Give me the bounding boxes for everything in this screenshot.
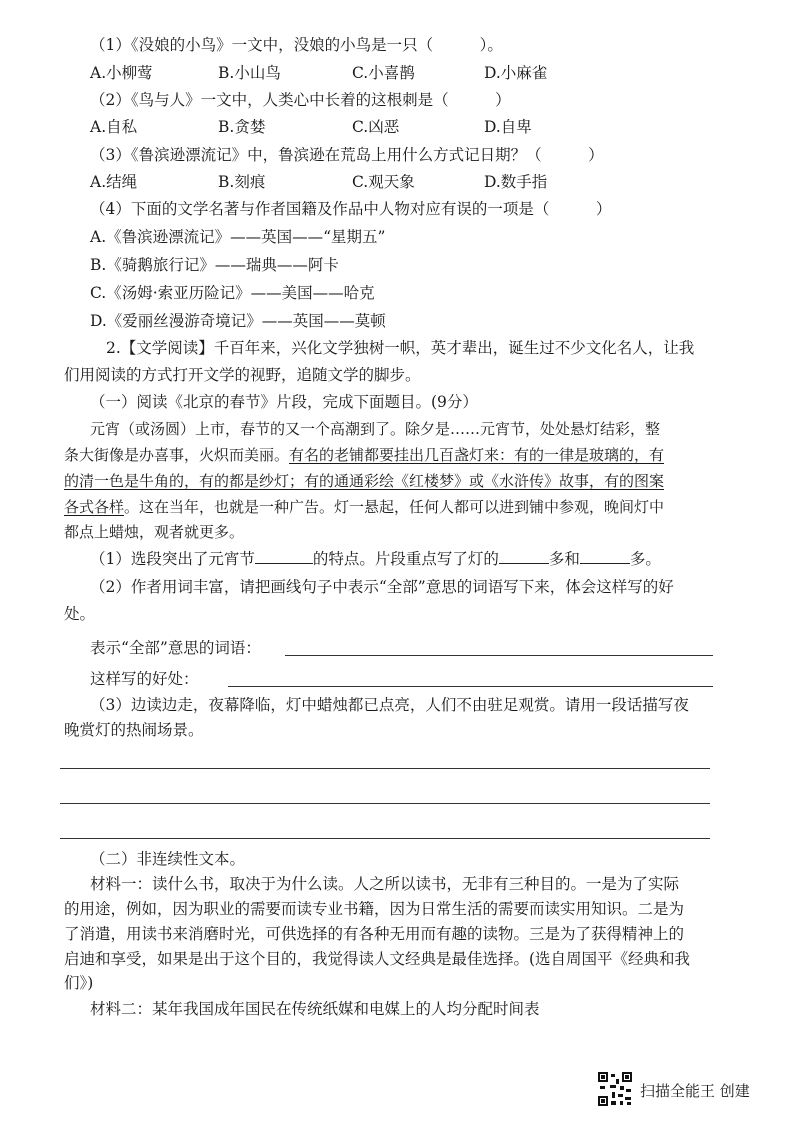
material2: 材料二：某年我国成年国民在传统纸媒和电媒上的人均分配时间表	[90, 1000, 540, 1018]
passage-line2-text: 条大街像是办喜事，火炽而美丽。	[64, 446, 290, 464]
q4-option-c[interactable]: C.《汤姆·索亚历险记》——美国——哈克	[90, 284, 375, 302]
part1-q1	[90, 548, 661, 570]
q3-stem: （3）《鲁滨逊漂流记》中，鲁滨逊在荒岛上用什么方式记日期？（ ）	[90, 146, 604, 164]
passage-underlined-1: 有名的老铺都要挂出几百盏灯来：有的一律是玻璃的，有	[289, 446, 665, 464]
q1-option-b[interactable]: B.小山鸟	[218, 64, 281, 82]
q3-option-d[interactable]: D.数手指	[484, 173, 548, 191]
part1-q3-line1: （3）边读边走，夜幕降临，灯中蜡烛都已点亮，人们不由驻足观赏。请用一段话描写夜	[90, 696, 689, 714]
blank-lamp-2[interactable]	[580, 549, 630, 564]
q1-stem: （1）《没娘的小鸟》一文中，没娘的小鸟是一只（ ）。	[90, 36, 503, 54]
part1-q3-line2: 晚赏灯的热闹场景。	[64, 721, 204, 739]
q4-option-b[interactable]: B.《骑鹅旅行记》——瑞典——阿卡	[90, 256, 339, 274]
q2-option-b[interactable]: B.贪婪	[218, 118, 266, 136]
q2-stem: （2）《鸟与人》一文中，人类心中长着的这根刺是（ ）	[90, 91, 511, 109]
part1-q1-text-b: 的特点。片段重点写了灯的	[312, 550, 499, 568]
passage-underlined-3: 各式各样	[64, 498, 125, 516]
q4-stem: （4）下面的文学名著与作者国籍及作品中人物对应有误的一项是（ ）	[90, 200, 612, 218]
passage-line4	[64, 496, 664, 518]
q1-options	[90, 62, 730, 84]
q3-option-b[interactable]: B.刻痕	[218, 173, 266, 191]
answer-line-2[interactable]	[60, 803, 710, 804]
part2-title: （二）非连续性文本。	[90, 850, 246, 868]
q2-option-c[interactable]: C.凶恶	[352, 118, 400, 136]
q4-option-d[interactable]: D.《爱丽丝漫游奇境记》——英国——莫顿	[90, 312, 386, 330]
section2-intro-line1: 2.【文学阅读】千百年来，兴化文学独树一帜，英才辈出，诞生过不少文化名人，让我	[106, 339, 695, 357]
passage-underlined-2: 的清一色是牛角的，有的都是纱灯；有的通通彩绘《红楼梦》或《水浒传》故事，有的图案	[64, 472, 665, 490]
part1-q2-line1: （2）作者用词丰富，请把画线句子中表示“全部”意思的词语写下来，体会这样写的好	[90, 578, 674, 596]
blank-lamp-1[interactable]	[499, 549, 549, 564]
part1-title: （一）阅读《北京的春节》片段，完成下面题目。(9分）	[90, 393, 478, 411]
q1-option-a[interactable]: A.小柳莺	[90, 64, 153, 82]
material1-line1: 材料一：读什么书，取决于为什么读。人之所以读书，无非有三种目的。一是为了实际	[90, 875, 680, 893]
passage-line1: 元宵（或汤圆）上市，春节的又一个高潮到了。除夕是……元宵节，处处悬灯结彩，整	[90, 420, 661, 438]
answer-line-1[interactable]	[60, 768, 710, 769]
passage-line5: 都点上蜡烛，观者就更多。	[64, 523, 245, 541]
part1-q2-line2: 处。	[64, 605, 96, 623]
answer-line-benefit[interactable]	[228, 686, 713, 687]
q2-options	[90, 116, 730, 138]
q1-option-d[interactable]: D.小麻雀	[484, 64, 548, 82]
section2-intro-line2: 们用阅读的方式打开文学的视野，追随文学的脚步。	[64, 366, 421, 384]
part1-q1-text-a: （1）选段突出了元宵节	[90, 550, 255, 568]
q3-options	[90, 171, 730, 193]
part1-q1-text-c: 多和	[548, 550, 580, 568]
blank-feature[interactable]	[255, 549, 313, 564]
scanner-watermark: 扫描全能王 创建	[640, 1082, 750, 1100]
qr-code-icon	[598, 1072, 632, 1106]
label-benefit: 这样写的好处：	[90, 670, 199, 688]
part1-q1-text-d: 多。	[629, 550, 661, 568]
material1-line5: 们》)	[64, 974, 94, 992]
q4-option-a[interactable]: A.《鲁滨逊漂流记》——英国——“星期五”	[90, 228, 386, 246]
q3-option-a[interactable]: A.结绳	[90, 173, 138, 191]
label-all-words: 表示“全部”意思的词语：	[90, 639, 261, 657]
passage-line4-text: 。这在当年，也就是一种广告。灯一悬起，任何人都可以进到铺中参观，晚间灯中	[124, 498, 665, 516]
answer-line-3[interactable]	[60, 838, 710, 839]
q2-option-a[interactable]: A.自私	[90, 118, 138, 136]
q2-option-d[interactable]: D.自卑	[484, 118, 532, 136]
q1-option-c[interactable]: C.小喜鹊	[352, 64, 415, 82]
material1-line3: 了消遣，用读书来消磨时光，可供选择的有各种无用而有趣的读物。三是为了获得精神上的	[64, 925, 685, 943]
material1-line2: 的用途，例如，因为职业的需要而读专业书籍，因为日常生活的需要而读实用知识。二是为	[64, 900, 685, 918]
material1-line4: 启迪和享受，如果是出于这个目的，我觉得读人文经典是最佳选择。(选自周国平《经典和我	[64, 950, 691, 968]
passage-line2	[64, 444, 664, 466]
answer-line-all-words[interactable]	[285, 655, 713, 656]
q3-option-c[interactable]: C.观天象	[352, 173, 415, 191]
